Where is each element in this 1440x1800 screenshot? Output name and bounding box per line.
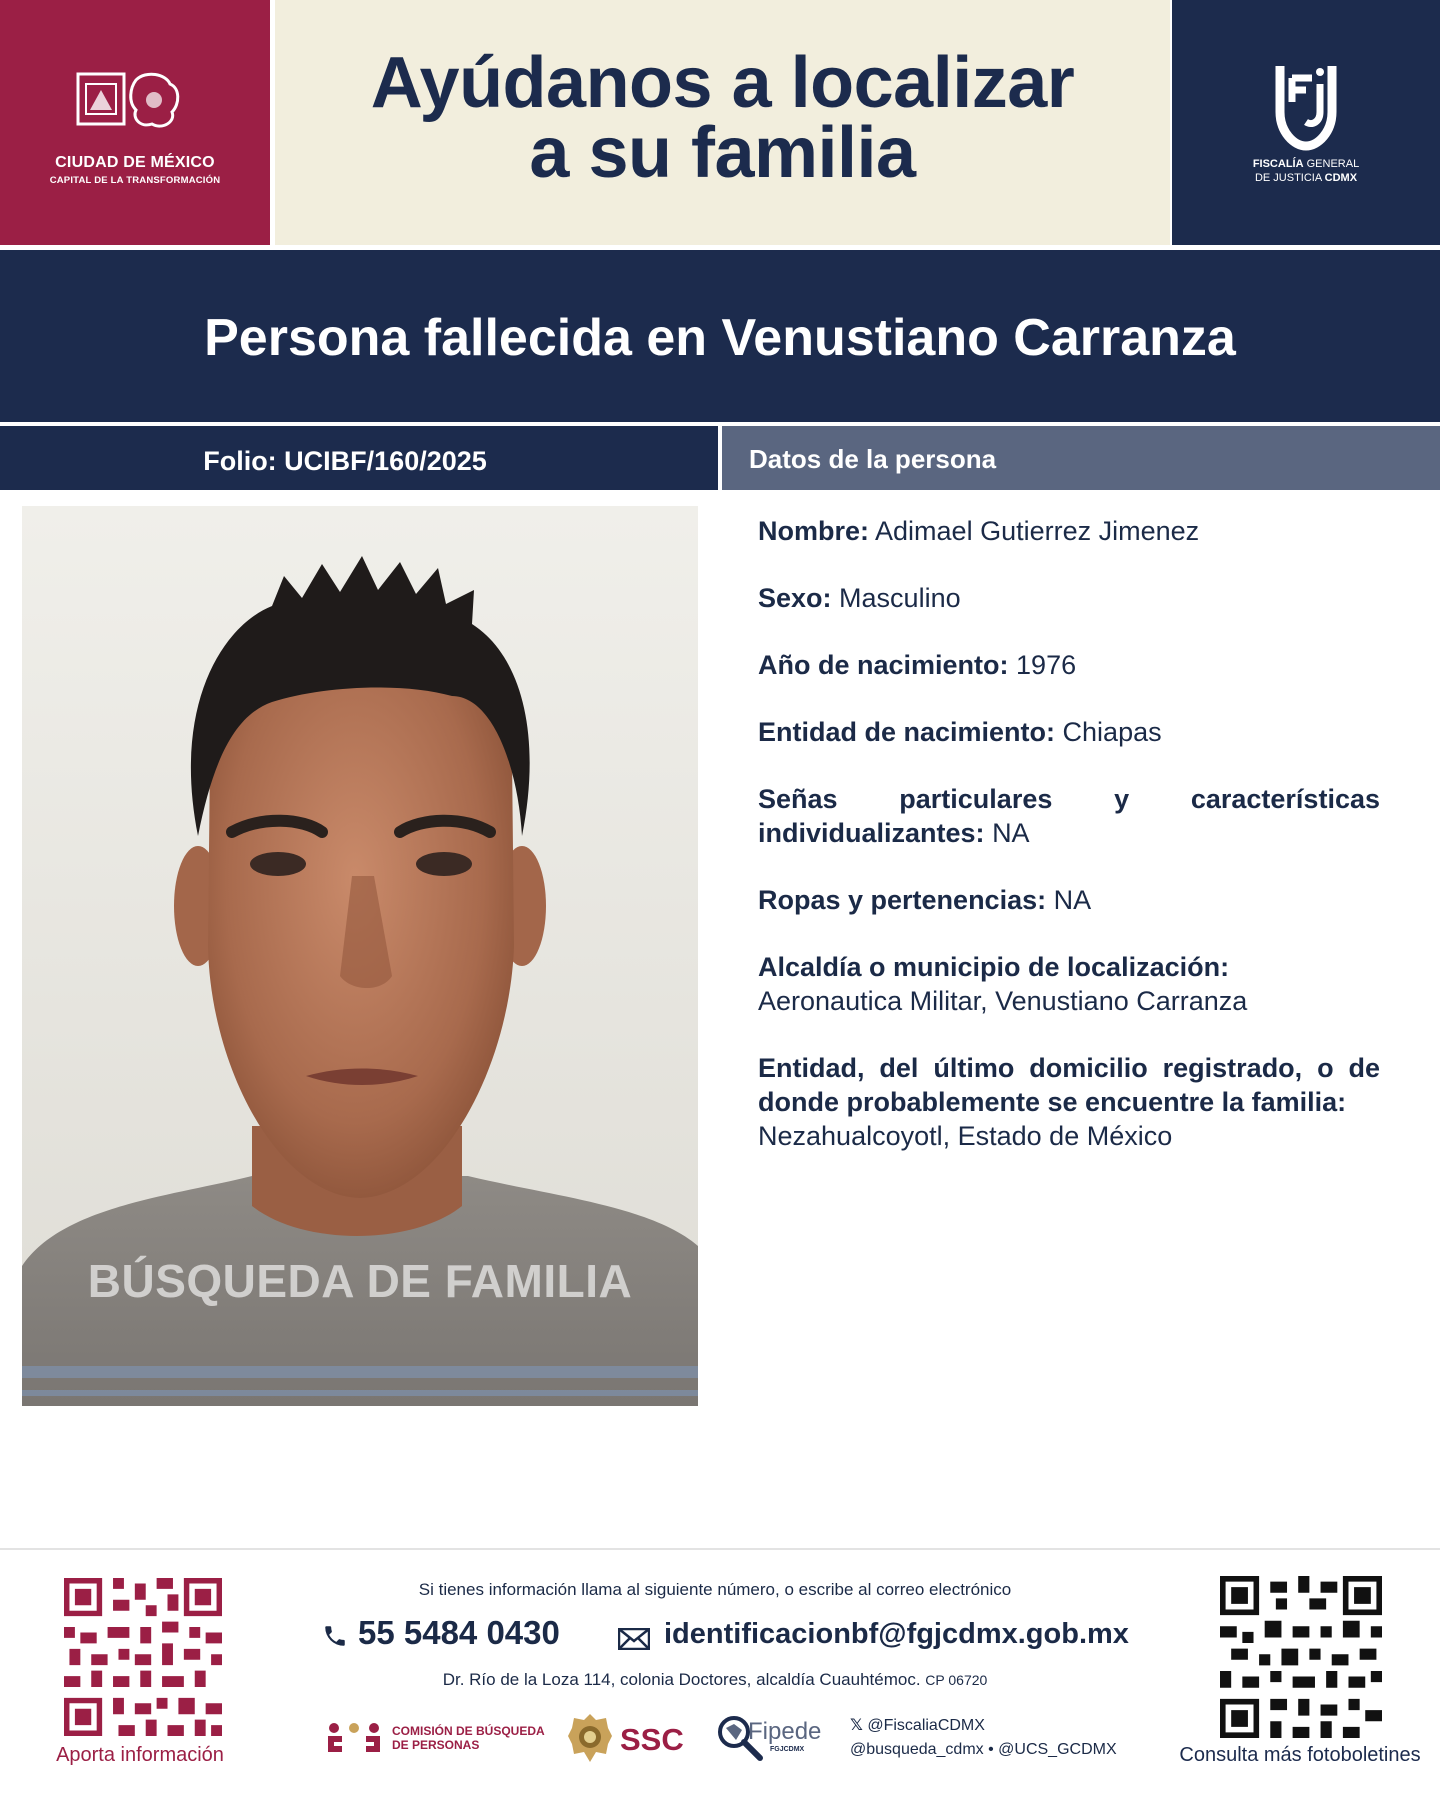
title-banner <box>0 250 1440 422</box>
ssc-logo <box>566 1712 686 1764</box>
detail-label: Sexo: <box>758 583 832 613</box>
detail-value: Chiapas <box>1062 717 1162 747</box>
headline-line-1: Ayúdanos a localizar <box>370 43 1075 123</box>
x-logo-icon: 𝕏 <box>850 1717 863 1734</box>
social-other-handles[interactable]: @busqueda_cdmx • @UCS_GCDMX <box>850 1741 1117 1758</box>
detail-value: NA <box>992 818 1030 848</box>
detail-entidad-nacimiento <box>758 715 1380 749</box>
ssc-badge-icon <box>566 1712 614 1764</box>
headline-line-2: a su familia <box>529 113 916 193</box>
footer-divider <box>0 1548 1440 1550</box>
detail-label: Nombre: <box>758 516 870 546</box>
detail-nombre <box>758 514 1380 548</box>
address: Dr. Río de la Loza 114, colonia Doctores, alcaldía Cuauhtémoc. CP 06720 <box>442 1670 988 1689</box>
qr-caption-consulta[interactable]: Consulta más fotoboletines <box>1179 1744 1421 1766</box>
detail-value: 1976 <box>1016 650 1077 680</box>
folio-number: Folio: UCIBF/160/2025 <box>203 446 487 476</box>
fgj-line-1: FISCALÍA GENERAL <box>1252 158 1360 170</box>
fipede-subtext: FGJCDMX <box>770 1746 805 1753</box>
social-x[interactable] <box>850 1714 1140 1738</box>
comision-text: COMISIÓN DE BÚSQUEDA DE PERSONAS <box>392 1724 545 1752</box>
social-x-handle[interactable]: @FiscaliaCDMX <box>867 1717 985 1734</box>
detail-ropas <box>758 883 1380 917</box>
photo-watermark: BÚSQUEDA DE FAMILIA <box>87 1255 633 1307</box>
comision-logo <box>326 1716 546 1760</box>
detail-label: Alcaldía o municipio de localización: <box>758 952 1230 982</box>
fgj-logo-panel <box>1172 0 1440 245</box>
detail-label: Señas particulares y características individualizantes: <box>758 784 1380 848</box>
phone-number[interactable]: 55 5484 0430 <box>358 1614 560 1651</box>
detail-sexo <box>758 581 1380 615</box>
comision-logo-icon <box>326 1722 382 1758</box>
phone-icon <box>322 1622 348 1650</box>
contact-intro: Si tienes información llama al siguiente número, o escribe al correo electrónico <box>418 1580 1012 1599</box>
detail-value: NA <box>1053 885 1092 915</box>
detail-alcaldia <box>758 950 1380 1018</box>
person-photo <box>22 506 698 1406</box>
email-icon <box>618 1628 650 1650</box>
cdmx-logo-panel <box>0 0 270 245</box>
qr-code-icon[interactable] <box>64 1578 222 1736</box>
cdmx-logo <box>0 70 270 190</box>
headline-panel <box>275 0 1170 245</box>
ssc-text: SSC <box>620 1722 684 1757</box>
headline <box>275 43 1170 193</box>
social-handles <box>850 1714 1140 1762</box>
datos-bar <box>722 426 1440 490</box>
detail-label: Entidad, del último domicilio registrado, o de donde probablemente se encuentre la familia: <box>758 1053 1380 1117</box>
cdmx-name: CIUDAD DE MÉXICO <box>55 154 215 171</box>
detail-value: Masculino <box>839 583 961 613</box>
detail-senas <box>758 782 1380 850</box>
detail-anio-nacimiento <box>758 648 1380 682</box>
qr-caption-aporta[interactable]: Aporta información <box>56 1744 224 1766</box>
cdmx-emblem-icon <box>76 70 196 140</box>
header <box>0 0 1440 246</box>
detail-domicilio <box>758 1051 1380 1153</box>
detail-value: Nezahualcoyotl, Estado de México <box>758 1121 1173 1151</box>
folio-bar <box>0 426 718 490</box>
fgj-line-2: DE JUSTICIA CDMX <box>1254 172 1358 184</box>
fgj-logo <box>1172 62 1440 202</box>
detail-label: Entidad de nacimiento: <box>758 717 1056 747</box>
email-address[interactable]: identificacionbf@fgjcdmx.gob.mx <box>664 1618 1129 1650</box>
cdmx-subtitle: CAPITAL DE LA TRANSFORMACIÓN <box>49 175 221 186</box>
qr-code-icon[interactable] <box>1220 1576 1382 1738</box>
detail-value: Aeronautica Militar, Venustiano Carranza <box>758 986 1248 1016</box>
detail-value: Adimael Gutierrez Jimenez <box>875 516 1200 546</box>
fipede-logo <box>714 1712 824 1764</box>
person-details <box>758 514 1380 1186</box>
fipede-text: Fipede <box>748 1718 822 1745</box>
banner-title: Persona fallecida en Venustiano Carranza <box>204 309 1236 367</box>
fgj-logo-icon <box>1266 62 1346 152</box>
detail-label: Ropas y pertenencias: <box>758 885 1047 915</box>
detail-label: Año de nacimiento: <box>758 650 1009 680</box>
datos-heading: Datos de la persona <box>749 444 997 474</box>
